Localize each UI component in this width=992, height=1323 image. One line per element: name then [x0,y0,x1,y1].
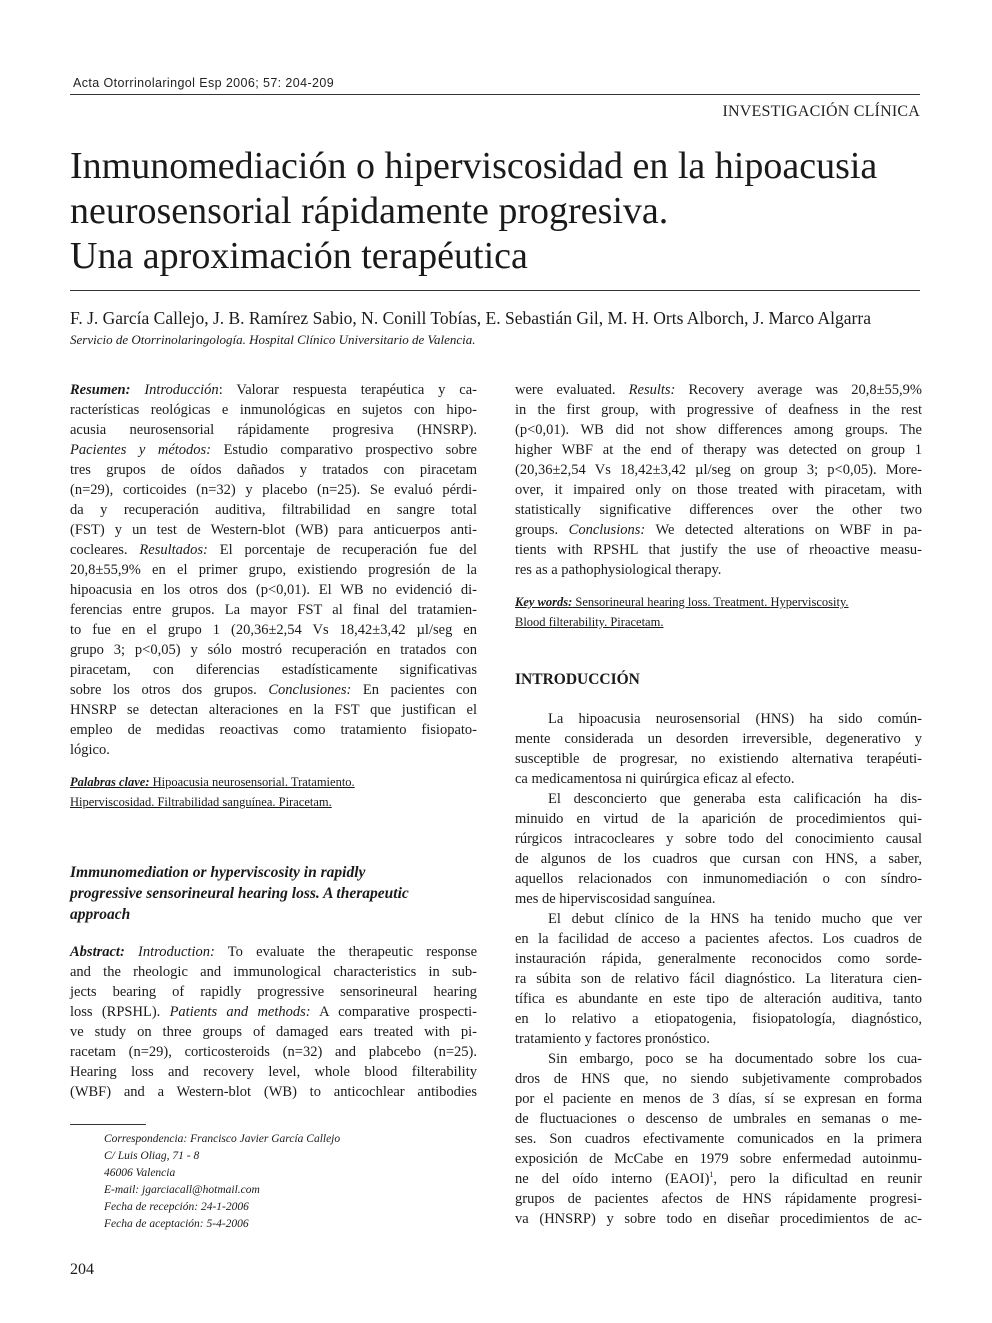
text-line: tients with RPSHL that justify the use of rheoactive measu- [515,542,922,558]
text-line: Immunomediation or hyperviscosity in rapidly [70,864,366,881]
footnote-line: Fecha de recepción: 24-1-2006 [104,1201,249,1213]
resumen [70,380,477,760]
text-line: tres grupos de oídos dañados y tratados con piracetam [70,462,477,478]
left-column [70,380,477,1102]
footnote-line: C/ Luis Oliag, 71 - 8 [104,1150,200,1162]
text: were evaluated. [515,382,629,398]
text: groups. [515,522,569,538]
text-line: aquellos relacionados con inmunomediación o con síndro- [515,871,922,887]
text: : Valorar respuesta terapéutica y ca- [218,382,478,398]
abstract-sub-results: Results: [628,382,676,398]
text-line: in the first group, with progressive of deafness in the rest [515,402,922,418]
abstract [70,942,477,1102]
text: Sensorineural hearing loss. Treatment. Hyperviscosity. [572,595,849,609]
text-line: grupos de pacientes afectos de HNS rápidamente progresi- [515,1191,922,1207]
journal-citation: Acta Otorrinolaringol Esp 2006; 57: 204-209 [73,76,335,90]
abstract-continued [515,380,922,580]
abstract-sub-intro: Introduction: [138,944,215,960]
text-line: empleo de medidas reoactivas como tratamiento fisiopato- [70,722,477,738]
text-line: to fue en el grupo 1 (20,36±2,54 Vs 18,42±3,42 µl/seg en [70,622,477,638]
intro-paragraph [515,709,922,789]
citation-ref: 1 [709,1170,714,1180]
text-line: res as a pathophysiological therapy. [515,562,722,578]
abstract-sub-methods: Patients and methods: [169,1004,311,1020]
text-line: La hipoacusia neurosensorial (HNS) ha sido común- [548,711,922,727]
intro-paragraph [515,789,922,909]
text: sobre los otros dos grupos. [70,682,269,698]
text-line: (WBF) and a Western-blot (WB) to anticochlear antibodies [70,1084,477,1100]
title-line: neurosensorial rápidamente progresiva. [70,190,669,232]
text: Estudio comparativo prospectivo sobre [211,442,477,458]
text-line: (20,36±2,54 Vs 18,42±3,42 µl/seg on group 3; p<0,05). More- [515,462,922,478]
text: , pero la dificultad en reunir [713,1171,922,1187]
footnote-line: Fecha de aceptación: 5-4-2006 [104,1218,249,1230]
abstract-sub-conclusions: Conclusions: [568,522,646,538]
text-line: Hearing loss and recovery level, whole blood filterability [70,1064,477,1080]
palabras-label: Palabras clave: [70,775,150,789]
text-line: (n=29), corticoides (n=32) y placebo (n=25). Se evaluó pérdi- [70,482,477,498]
keywords-label: Key words: [515,595,573,609]
text-line: hipoacusia en los otros dos (p<0,01). El WB no evidenció di- [70,582,477,598]
intro-heading: INTRODUCCIÓN [515,671,640,688]
text: Hipoacusia neurosensorial. Tratamiento. [149,775,355,789]
palabras-clave [70,772,477,812]
resumen-sub-methods: Pacientes y métodos: [70,442,212,458]
text: ne del oído interno (EAOI) [515,1171,710,1187]
text: Recovery average was 20,8±55,9% [675,382,922,398]
text-line: higher WBF at the end of therapy was detected on group 1 [515,442,922,458]
english-title [70,862,477,925]
text-line: HNSRP se detectan alteraciones en la FST que justifican el [70,702,477,718]
text-line: ca medicamentosa ni quirúrgica eficaz al efecto. [515,771,795,787]
footnote-line: Correspondencia: Francisco Javier García Callejo [104,1133,341,1145]
text: El porcentaje de recuperación fue del [207,542,477,558]
text: We detected alterations on WBF in pa- [645,522,922,538]
text-line: ve study on three groups of damaged ears treated with pi- [70,1024,477,1040]
text-line: El desconcierto que generaba esta calificación ha dis- [548,791,922,807]
text-line: Hiperviscosidad. Filtrabilidad sanguínea. Piracetam. [70,795,332,809]
affiliation: Servicio de Otorrinolaringología. Hospital Clínico Universitario de Valencia. [70,332,476,347]
resumen-sub-results: Resultados: [139,542,208,558]
text: En pacientes con [351,682,477,698]
right-column [515,380,922,1229]
resumen-sub-intro: Introducción [144,382,219,398]
section-label: INVESTIGACIÓN CLÍNICA [722,103,920,120]
abstract-label: Abstract: [70,944,125,960]
text-line: Blood filterability. Piracetam. [515,615,664,629]
text: A comparative prospecti- [310,1004,478,1020]
text-line: and the rheologic and immunological characteristics in sub- [70,964,477,980]
intro-body [515,709,922,1229]
text-line: 20,8±55,9% en el primer grupo, existiendo progresión de la [70,562,477,578]
text-line: minuido en virtud de la aparición de procedimientos qui- [515,811,922,827]
text-line: susceptible de progresar, no existiendo alternativa terapéuti- [515,751,922,767]
article-title [70,144,930,279]
intro-paragraph [515,1049,922,1169]
text-line: racterísticas reológicas e inmunológicas en sujetos con hipo- [70,402,477,418]
text-line: racetam (n=29), corticosteroids (n=32) and plabcebo (n=25). [70,1044,477,1060]
text-line: El debut clínico de la HNS ha tenido mucho que ver [548,911,922,927]
text-line: tratamiento y factores pronóstico. [515,1031,710,1047]
text-line: ferencias entre grupos. La mayor FST al final del tratamien- [70,602,477,618]
title-line: Inmunomediación o hiperviscosidad en la hipoacusia [70,145,878,187]
correspondence-footnote [104,1131,340,1233]
text-line: ra súbita son de relativo fácil diagnóstico. La literatura cien- [515,971,922,987]
text-line: da y recuperación auditiva, filtrabilidad en sangre total [70,502,477,518]
title-rule [70,290,920,291]
text: cocleares. [70,542,140,558]
intro-paragraph [515,909,922,1049]
text-line: grupo 3; p<0,05) y sólo mostró recuperación en tratados con [70,642,477,658]
footnote-rule [70,1124,146,1125]
text-line: approach [70,906,131,923]
text-line: de fluctuaciones o descenso de umbrales en semanas o me- [515,1111,922,1127]
footnote-email: E-mail: jgarciacall@hotmail.com [104,1184,260,1196]
text-line: instauración rápida, generalmente reconocidos como sorde- [515,951,922,967]
text-line: en la facilidad de acceso a pacientes afectos. Los cuadros de [515,931,922,947]
text-line: ses. Son cuadros efectivamente comunicados en la primera [515,1131,922,1147]
text-line: dros de HNS que, no siendo subjetivamente comprobados [515,1071,922,1087]
header-rule [70,94,920,95]
text-line: tífica es abundante en este tipo de alteración auditiva, tanto [515,991,922,1007]
text-line: lógico. [70,742,110,758]
resumen-sub-conclusions: Conclusiones: [268,682,352,698]
text-line: over, it impaired only on those treated with piracetam, with [515,482,922,498]
resumen-label: Resumen: [70,382,131,398]
text-line: piracetam, con diferencias estadísticamente significativas [70,662,477,678]
text-line: Sin embargo, poco se ha documentado sobre los cua- [548,1051,922,1067]
text-line: en lo relativo a etiopatogenia, fisiopatología, diagnóstico, [515,1011,922,1027]
text-line: statistically significative differences over the other two [515,502,922,518]
text-line: progressive sensorineural hearing loss. A therapeutic [70,885,409,902]
text-line: acusia neurosensorial rápidamente progresiva (HNSRP). [70,422,477,438]
text-line: exposición de McCabe en 1979 sobre enfermedad autoinmu- [515,1151,922,1167]
footnote-line: 46006 Valencia [104,1167,176,1179]
text-line: (FST) y un test de Western-blot (WB) para anticuerpos anti- [70,522,477,538]
key-words [515,592,922,632]
text-line: va (HNSRP) y sobre todo en diseñar procedimientos de ac- [515,1211,922,1227]
title-line: Una aproximación terapéutica [70,235,528,277]
text: loss (RPSHL). [70,1004,170,1020]
text-line: rúrgicos intracocleares y sobre todo del conocimiento causal [515,831,922,847]
text: To evaluate the therapeutic response [214,944,478,960]
text-line: jects bearing of rapidly progressive sensorineural hearing [70,984,477,1000]
text-line: mente considerada un desorden irreversible, degenerativo y [515,731,922,747]
page-number: 204 [70,1261,94,1278]
text-line: mes de hiperviscosidad sanguínea. [515,891,716,907]
text-line: (p<0,01). WB did not show differences among groups. The [515,422,922,438]
authors: F. J. García Callejo, J. B. Ramírez Sabio, N. Conill Tobías, E. Sebastián Gil, M. H. Orts Alborch, J. Marco Algarra [70,308,871,328]
text-line: por el paciente en menos de 3 días, sí se expresan en forma [515,1091,922,1107]
text-line: de algunos de los cuadros que cursan con HNS, a saber, [515,851,922,867]
